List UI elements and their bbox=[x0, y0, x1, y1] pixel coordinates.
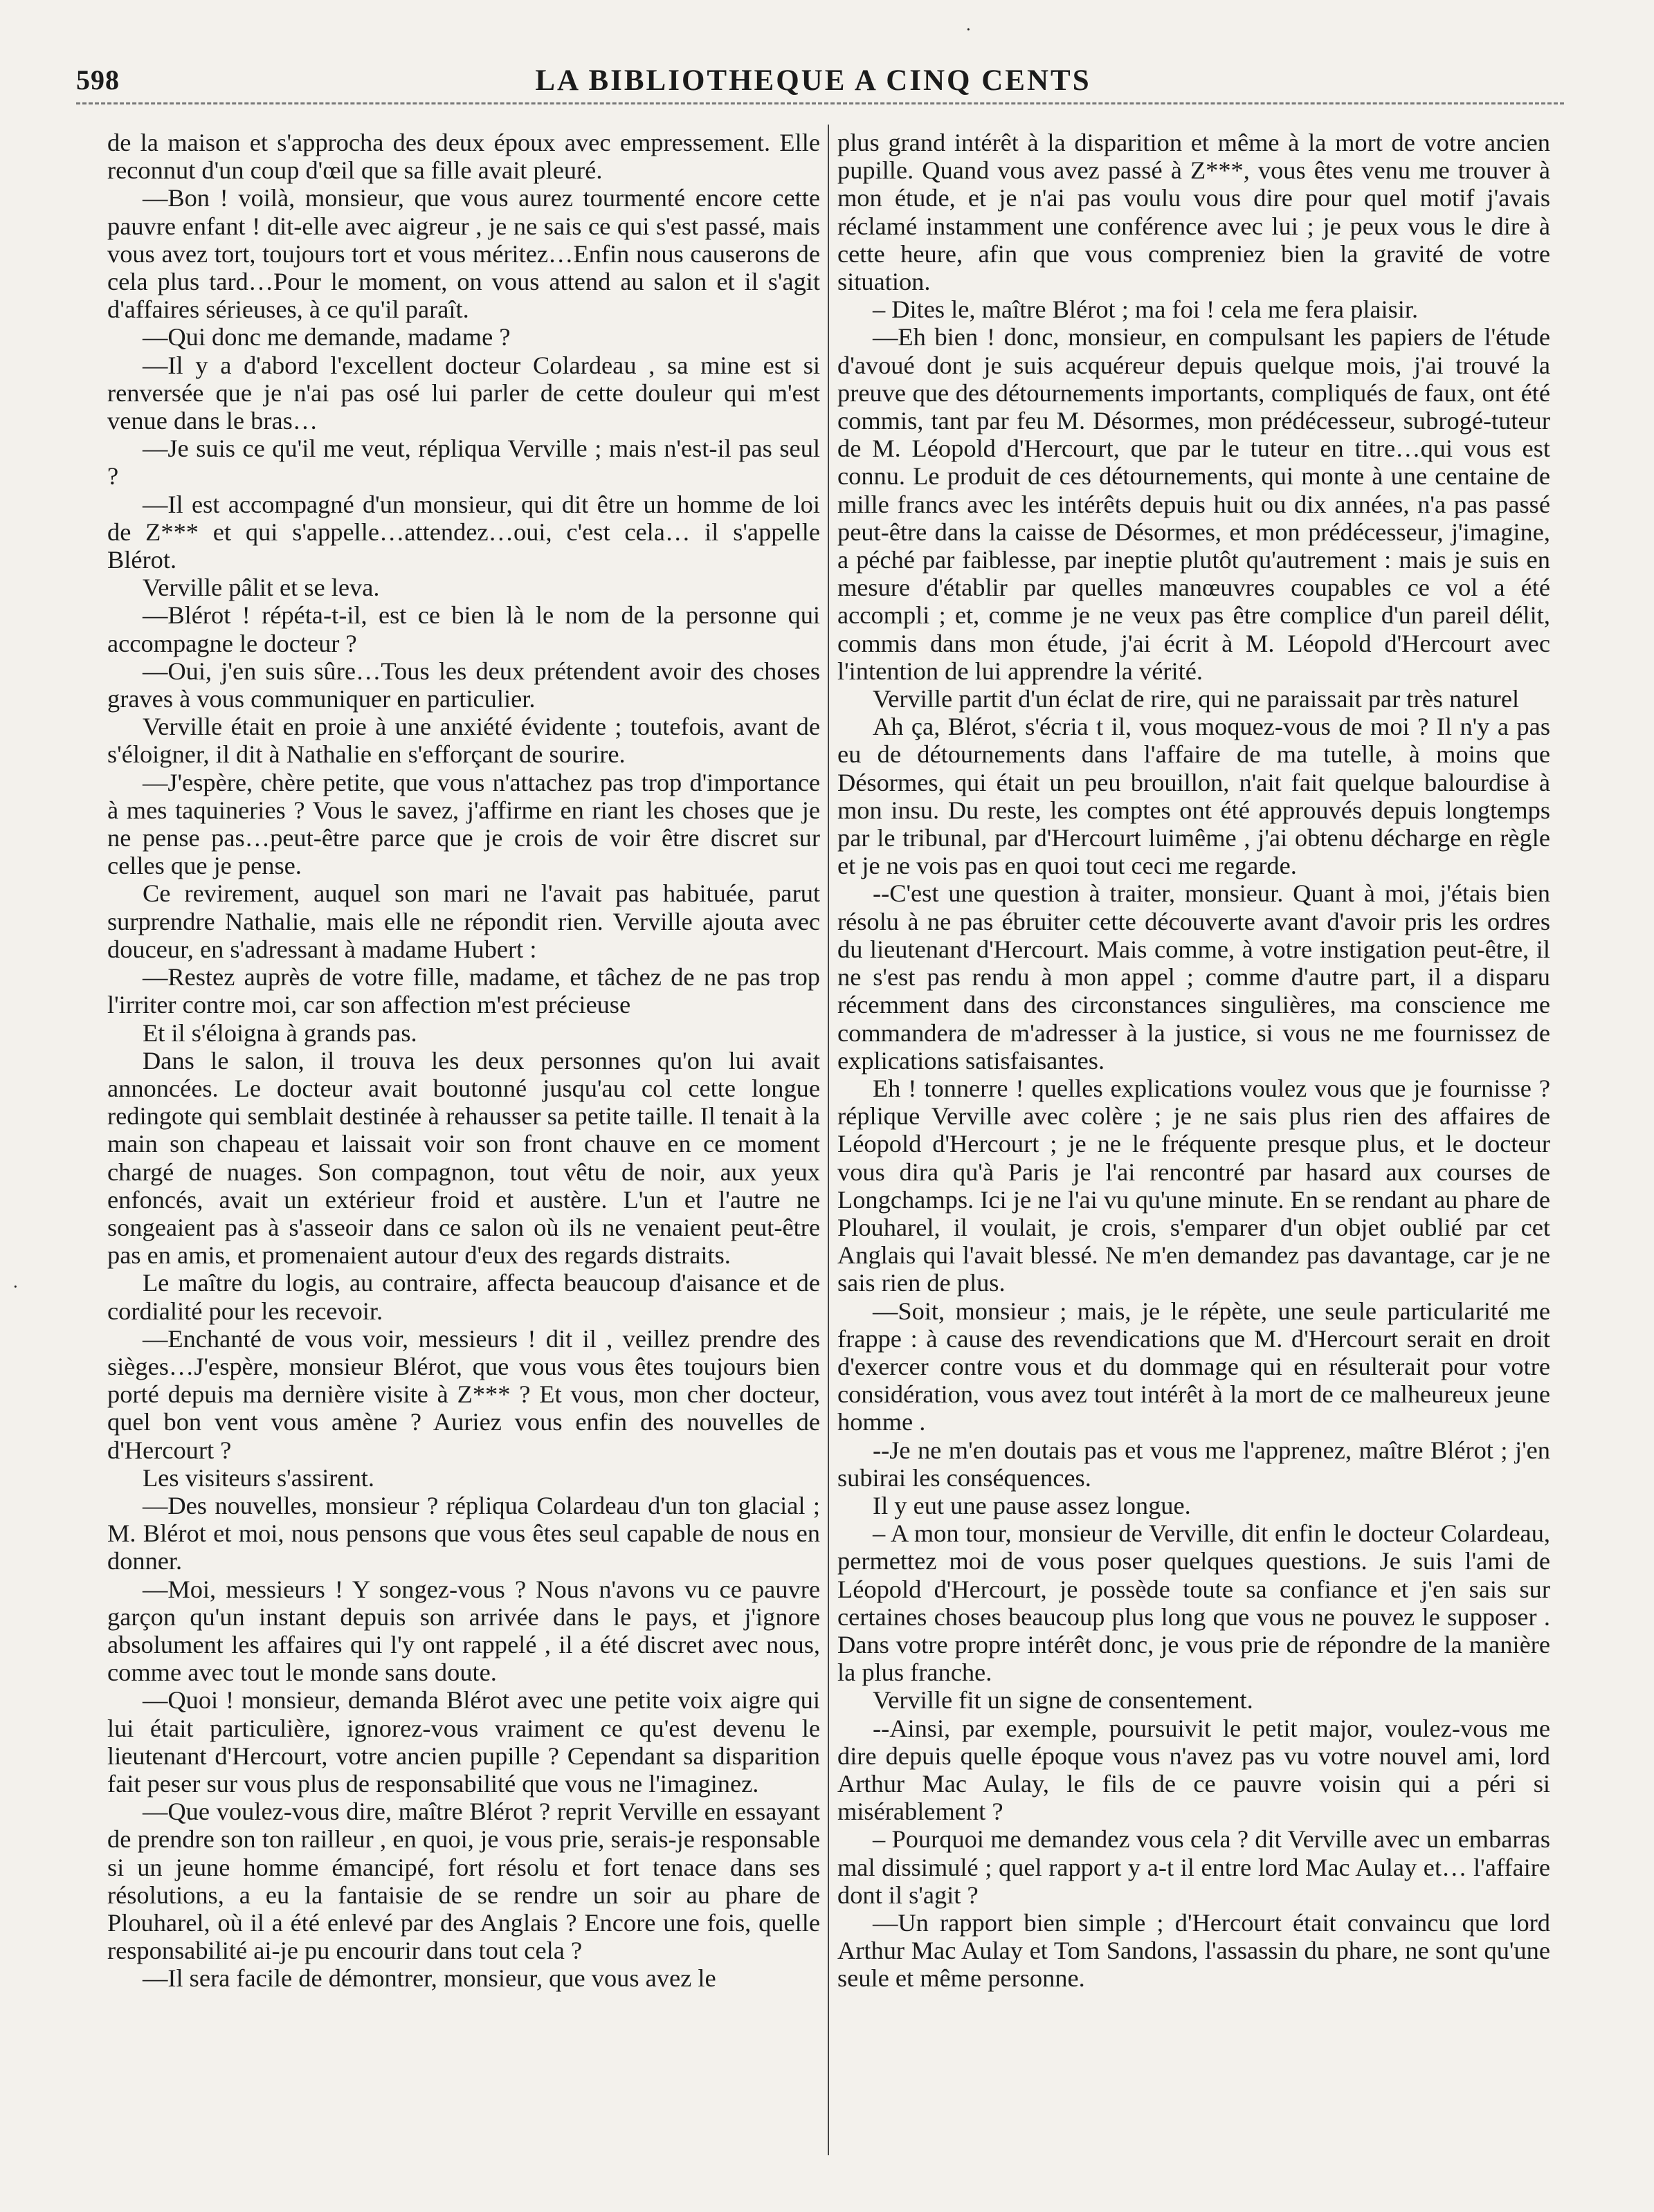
paragraph: Et il s'éloigna à grands pas. bbox=[142, 1018, 417, 1047]
paragraph: Il y eut une pause assez longue. bbox=[872, 1491, 1191, 1519]
paragraph: —Soit, monsieur ; mais, je le répète, une seule particularité me frappe : à cause des revendications que M. d'Hercourt serait en droit d'exercer contre vous et du dommage qui en résulterait pour votre considération, vous avez tout intérêt à la mort de ce malheureux jeune homme . bbox=[837, 1297, 1550, 1436]
paragraph: de la maison et s'approcha des deux époux avec empressement. Elle reconnut d'un coup d'œil que sa fille avait pleuré. bbox=[107, 129, 820, 185]
paragraph: Les visiteurs s'assirent. bbox=[142, 1463, 374, 1492]
paragraph: —Restez auprès de votre fille, madame, et tâchez de ne pas trop l'irriter contre moi, car son affection m'est précieuse bbox=[107, 963, 820, 1019]
paragraph: --C'est une question à traiter, monsieur. Quant à moi, j'étais bien résolu à ne pas ébruiter cette découverte avant d'avoir pris les ordres du lieutenant d'Hercourt. Mais comme, à votre instigation peut-être, il ne s'est pas rendu à mon appel ; comme d'autre part, il a disparu récemment dans des circonstances singulières, ma conscience me commandera de m'adresser à la justice, si vous ne me fournissez de explications satisfaisantes. bbox=[837, 879, 1550, 1075]
left-column bbox=[107, 129, 820, 2149]
paragraph: – Pourquoi me demandez vous cela ? dit Verville avec un embarras mal dissimulé ; quel rapport y a-t il entre lord Mac Aulay et… l'affaire dont il s'agit ? bbox=[837, 1825, 1550, 1909]
paragraph: —Moi, messieurs ! Y songez-vous ? Nous n'avons vu ce pauvre garçon qu'un instant depuis son arrivée dans le pays, et j'ignore absolument les affaires qui l'y ont rappelé , il a été discret avec nous, comme avec tout le monde sans doute. bbox=[107, 1575, 820, 1687]
paragraph: —Blérot ! répéta-t-il, est ce bien là le nom de la personne qui accompagne le docteur ? bbox=[107, 601, 820, 657]
paragraph: —Quoi ! monsieur, demanda Blérot avec une petite voix aigre qui lui était particulière, ignorez-vous vraiment ce qu'est devenu le lieutenant d'Hercourt, votre ancien pupille ? Cependant sa disparition fait peser sur vous plus de responsabilité que vous ne l'imaginez. bbox=[107, 1686, 820, 1798]
paragraph: —Des nouvelles, monsieur ? répliqua Colardeau d'un ton glacial ; M. Blérot et moi, nous pensons que vous êtes seul capable de nous en donner. bbox=[107, 1491, 820, 1575]
column-divider bbox=[828, 125, 829, 2155]
paragraph: Dans le salon, il trouva les deux personnes qu'on lui avait annoncées. Le docteur avait boutonné jusqu'au col cette longue redingote qui semblait destinée à rehausser sa petite taille. Il tenait à la main son chapeau et laissait voir son front chauve en ce moment chargé de nuages. Son compagnon, tout vêtu de noir, aux yeux enfoncés, avait un extérieur froid et austère. L'un et l'autre ne songeaient pas à s'asseoir dans ce salon où ils ne venaient peut-être pas en amis, et promenaient autour d'eux des regards distraits. bbox=[107, 1046, 820, 1270]
paragraph: —Bon ! voilà, monsieur, que vous aurez tourmenté encore cette pauvre enfant ! dit-elle avec aigreur , je ne sais ce qui s'est passé, mais vous avez tort, toujours tort et vous méritez…Enfin nous causerons de cela plus tard…Pour le moment, on vous attend au salon et il s'agit d'affaires sérieuses, à ce qu'il paraît. bbox=[107, 184, 820, 324]
paragraph: —Il sera facile de démontrer, monsieur, que vous avez le bbox=[142, 1964, 716, 1993]
paragraph: —Enchanté de vous voir, messieurs ! dit il , veillez prendre des sièges…J'espère, monsieur Blérot, que vous vous êtes toujours bien porté depuis ma dernière visite à Z*** ? Et vous, mon cher docteur, quel bon vent vous amène ? Auriez vous enfin des nouvelles de d'Hercourt ? bbox=[107, 1324, 820, 1464]
paragraph: – Dites le, maître Blérot ; ma foi ! cela me fera plaisir. bbox=[872, 295, 1419, 324]
right-column bbox=[837, 129, 1550, 2149]
paragraph: Eh ! tonnerre ! quelles explications voulez vous que je fournisse ? réplique Verville avec colère ; je ne sais plus rien des affaires de Léopold d'Hercourt ; je ne le fréquente presque plus, et le docteur vous dira qu'à Paris je l'ai rencontré par hasard aux courses de Longchamps. Ici je ne l'ai vu qu'une minute. En se rendant au phare de Plouharel, il voulait, je crois, s'emparer d'un objet oublié par cet Anglais qui l'avait blessé. Ne m'en demandez pas davantage, car je ne sais rien de plus. bbox=[837, 1074, 1550, 1297]
paragraph: --Je ne m'en doutais pas et vous me l'apprenez, maître Blérot ; j'en subirai les conséquences. bbox=[837, 1436, 1550, 1492]
paragraph: Ce revirement, auquel son mari ne l'avait pas habituée, parut surprendre Nathalie, mais elle ne répondit rien. Verville ajouta avec douceur, en s'adressant à madame Hubert : bbox=[107, 879, 820, 963]
paragraph: Verville partit d'un éclat de rire, qui ne paraissait par très naturel bbox=[872, 685, 1520, 713]
paragraph: Verville pâlit et se leva. bbox=[142, 574, 380, 602]
print-mark: · bbox=[12, 1277, 19, 1297]
paragraph: --Ainsi, par exemple, poursuivit le petit major, voulez-vous me dire depuis quelle époque vous n'avez pas vu votre nouvel ami, lord Arthur Mac Aulay, le fils de ce pauvre voisin qui a péri si misérablement ? bbox=[837, 1714, 1550, 1826]
paragraph: Le maître du logis, au contraire, affecta beaucoup d'aisance et de cordialité pour les recevoir. bbox=[107, 1269, 820, 1325]
paragraph: —Eh bien ! donc, monsieur, en compulsant les papiers de l'étude d'avoué dont je suis acquéreur depuis quelque mois, j'ai trouvé la preuve que des détournements importants, compliqués de faux, ont été commis, tant par feu M. Désormes, mon prédécesseur, subrogé-tuteur de M. Léopold d'Hercourt, que par le tuteur en titre…qui vous est connu. Le produit de ces détournements, qui monte à une centaine de mille francs avec les intérêts depuis huit ou dix années, n'a pas passé peut-être dans la caisse de Désormes, et mon prédécesseur, j'imagine, a péché par faiblesse, par ineptie plutôt qu'autrement : mais je suis en mesure d'établir par quelles manœuvres coupables ce vol a été accompli ; et, comme je ne veux pas être complice d'un pareil délit, commis dans mon étude, j'ai écrit à M. Léopold d'Hercourt avec l'intention de lui apprendre la vérité. bbox=[837, 323, 1550, 685]
print-mark: · bbox=[965, 19, 972, 39]
paragraph: —Un rapport bien simple ; d'Hercourt était convaincu que lord Arthur Mac Aulay et Tom Sandons, l'assassin du phare, ne sont qu'une seule et même personne. bbox=[837, 1909, 1550, 1993]
running-title: LA BIBLIOTHEQUE A CINQ CENTS bbox=[535, 64, 1091, 97]
paragraph: —Il y a d'abord l'excellent docteur Colardeau , sa mine est si renversée que je n'ai pas osé lui parler de cette douleur qui m'est venue dans le bras… bbox=[107, 351, 820, 435]
header-rule bbox=[76, 102, 1564, 104]
paragraph: —J'espère, chère petite, que vous n'attachez pas trop d'importance à mes taquineries ? Vous le savez, j'affirme en riant les choses que je ne pense pas…peut-être parce que je crois de voir être discret sur celles que je pense. bbox=[107, 768, 820, 880]
paragraph: —Je suis ce qu'il me veut, répliqua Verville ; mais n'est-il pas seul ? bbox=[107, 435, 820, 491]
paragraph: Verville fit un signe de consentement. bbox=[872, 1686, 1253, 1715]
paragraph: —Il est accompagné d'un monsieur, qui dit être un homme de loi de Z*** et qui s'appelle…attendez…oui, c'est cela… il s'appelle Blérot. bbox=[107, 490, 820, 574]
paragraph: Verville était en proie à une anxiété évidente ; toutefois, avant de s'éloigner, il dit à Nathalie en s'efforçant de sourire. bbox=[107, 713, 820, 769]
paragraph: —Oui, j'en suis sûre…Tous les deux prétendent avoir des choses graves à vous communiquer en particulier. bbox=[107, 657, 820, 713]
paragraph: —Qui donc me demande, madame ? bbox=[142, 323, 511, 351]
page-header bbox=[69, 64, 1557, 100]
page-number: 598 bbox=[76, 64, 120, 95]
paragraph: – A mon tour, monsieur de Verville, dit enfin le docteur Colardeau, permettez moi de vous poser quelques questions. Je suis l'ami de Léopold d'Hercourt, je possède toute sa confiance et j'en sais sur certaines choses beaucoup plus long que vous ne pouvez le supposer . Dans votre propre intérêt donc, je vous prie de répondre de la manière la plus franche. bbox=[837, 1519, 1550, 1687]
paragraph: plus grand intérêt à la disparition et même à la mort de votre ancien pupille. Quand vous avez passé à Z***, vous êtes venu me trouver à mon étude, et je n'ai pas voulu vous dire pour quel motif j'avais réclamé instamment une conférence avec lui ; je peux vous le dire à cette heure, afin que vous compreniez bien la gravité de votre situation. bbox=[837, 129, 1550, 296]
paragraph: Ah ça, Blérot, s'écria t il, vous moquez-vous de moi ? Il n'y a pas eu de détournements dans l'affaire de ma tutelle, à moins que Désormes, qui était un peu brouillon, n'ait fait quelque balourdise à mon insu. Du reste, les comptes ont été approuvés depuis longtemps par le tribunal, par d'Hercourt luimême , j'ai obtenu décharge en règle et je ne vois pas en quoi tout ceci me regarde. bbox=[837, 713, 1550, 880]
paragraph: —Que voulez-vous dire, maître Blérot ? reprit Verville en essayant de prendre son ton railleur , en quoi, je vous prie, serais-je responsable si un jeune homme émancipé, fort résolu et fort tenace dans ses résolutions, a eu la fantaisie de se rendre un soir au phare de Plouharel, où il a été enlevé par des Anglais ? Encore une fois, quelle responsabilité ai-je pu encourir dans tout cela ? bbox=[107, 1798, 820, 1965]
